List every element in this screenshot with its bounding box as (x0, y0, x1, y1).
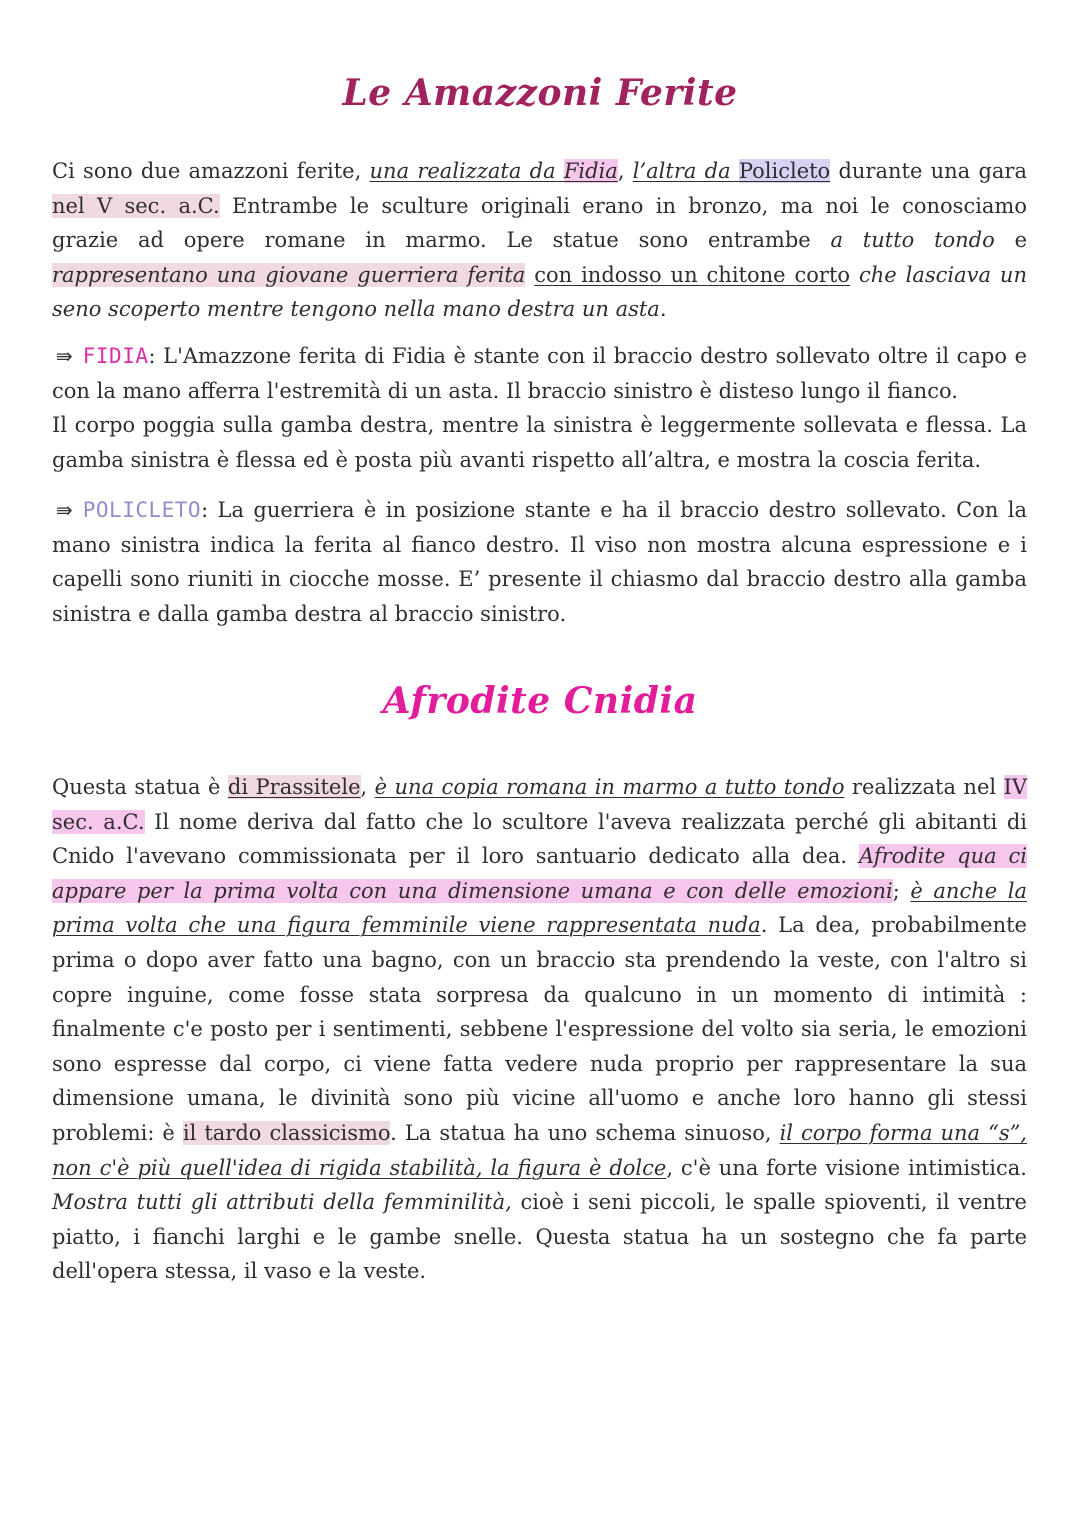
intro-line-2: nel V sec. a.C. Entrambe le sculture originali erano in bronzo, ma noi le conosciamo (52, 193, 1027, 218)
highlight-emozioni: Afrodite qua ci appare per la prima volta con una dimensione umana e con delle emozioni (52, 844, 1027, 903)
highlight-prassitele: di Prassitele (227, 775, 361, 799)
highlight-date: nel V sec. a.C. (52, 193, 220, 218)
paragraph-afrodite: Questa statua è di Prassitele, è una copia romana in marmo a tutto tondo realizzata nel IV sec. a.C. Il nome deriva dal fatto che lo scultore l'aveva realizzata perché gli abitanti di Cnido l'avevano commissionata per il loro santuario dedicato alla dea. Afrodite qua ci appare per la prima volta con una dimensione umana e con delle emozioni; è anche la prima volta che una figura femminile viene rappresentata nuda. La dea, probabilmente prima o dopo aver fatto una bagno, con un braccio sta prendendo la veste, con l'altro si copre inguine, come fosse stata sorpresa da qualcuno in un momento di intimità : finalmente c'e posto per i sentimenti, sebbene l'espressione del volto sia seria, le emozioni sono espresse dal corpo, ci viene fatta vedere nuda proprio per rappresentare la sua dimensione umana, le divinità sono più vicine all'uomo e anche loro hanno gli stessi problemi: è il tardo classicismo. La statua ha uno schema sinuoso, il corpo forma una “s”, non c'è più quell'idea di rigida stabilità, la figura è dolce, c'è una forte visione intimistica. Mostra tutti gli attributi della femminilità, cioè i seni piccoli, le spalle spioventi, il ventre piatto, i fianchi larghi e le gambe snelle. Questa statua ha un sostegno che fa parte dell'opera stessa, il vaso e la veste. (52, 775, 1028, 1284)
highlight-fidia: Fidia (563, 159, 618, 183)
highlight-policleto: Policleto (738, 159, 831, 183)
intro-line-1: Ci sono due amazzoni ferite, una realizzata da Fidia, l’altra da Policleto durante una gara (52, 159, 1027, 183)
title-amazzoni-ferite: Le Amazzoni Ferite (342, 72, 738, 114)
title-afrodite-cnidia: Afrodite Cnidia (382, 680, 698, 722)
intro-line-3: grazie ad opere romane in marmo. Le statue sono entrambe a tutto tondo e (52, 228, 1027, 253)
highlight-tardo-classicismo: il tardo classicismo (182, 1120, 391, 1145)
label-fidia: FIDIA (82, 344, 149, 368)
paragraph-amazzoni-intro (52, 154, 1027, 327)
intro-line-5: seno scoperto mentre tengono nella mano destra un asta. (52, 297, 667, 322)
double-arrow-icon: ⇛ (56, 344, 73, 368)
highlight-guerriera: rappresentano una giovane guerriera ferita (52, 262, 526, 287)
label-policleto: POLICLETO (82, 498, 202, 522)
intro-line-4: rappresentano una giovane guerriera ferita con indosso un chitone corto che lasciava un (52, 262, 1027, 287)
highlight-iv-sec: IV sec. a.C. (52, 775, 1028, 834)
double-arrow-icon: ⇛ (56, 498, 73, 522)
paragraph-fidia: ⇛ FIDIA: L'Amazzone ferita di Fidia è stante con il braccio destro sollevato oltre il capo e con la mano afferra l'estremità di un asta. Il braccio sinistro è disteso lungo il fianco. Il corpo poggia sulla gamba destra, mentre la sinistra è leggermente sollevata e flessa. La gamba sinistra è flessa ed è posta più avanti rispetto all’altra, e mostra la coscia ferita. (52, 344, 1027, 472)
paragraph-policleto: ⇛ POLICLETO: La guerriera è in posizione stante e ha il braccio destro sollevato. Con la mano sinistra indica la ferita al fianco destro. Il viso non mostra alcuna espressione e i capelli sono riuniti in ciocche mosse. E’ presente il chiasmo dal braccio destro alla gamba sinistra e dalla gamba destra al braccio sinistro. (52, 498, 1027, 626)
